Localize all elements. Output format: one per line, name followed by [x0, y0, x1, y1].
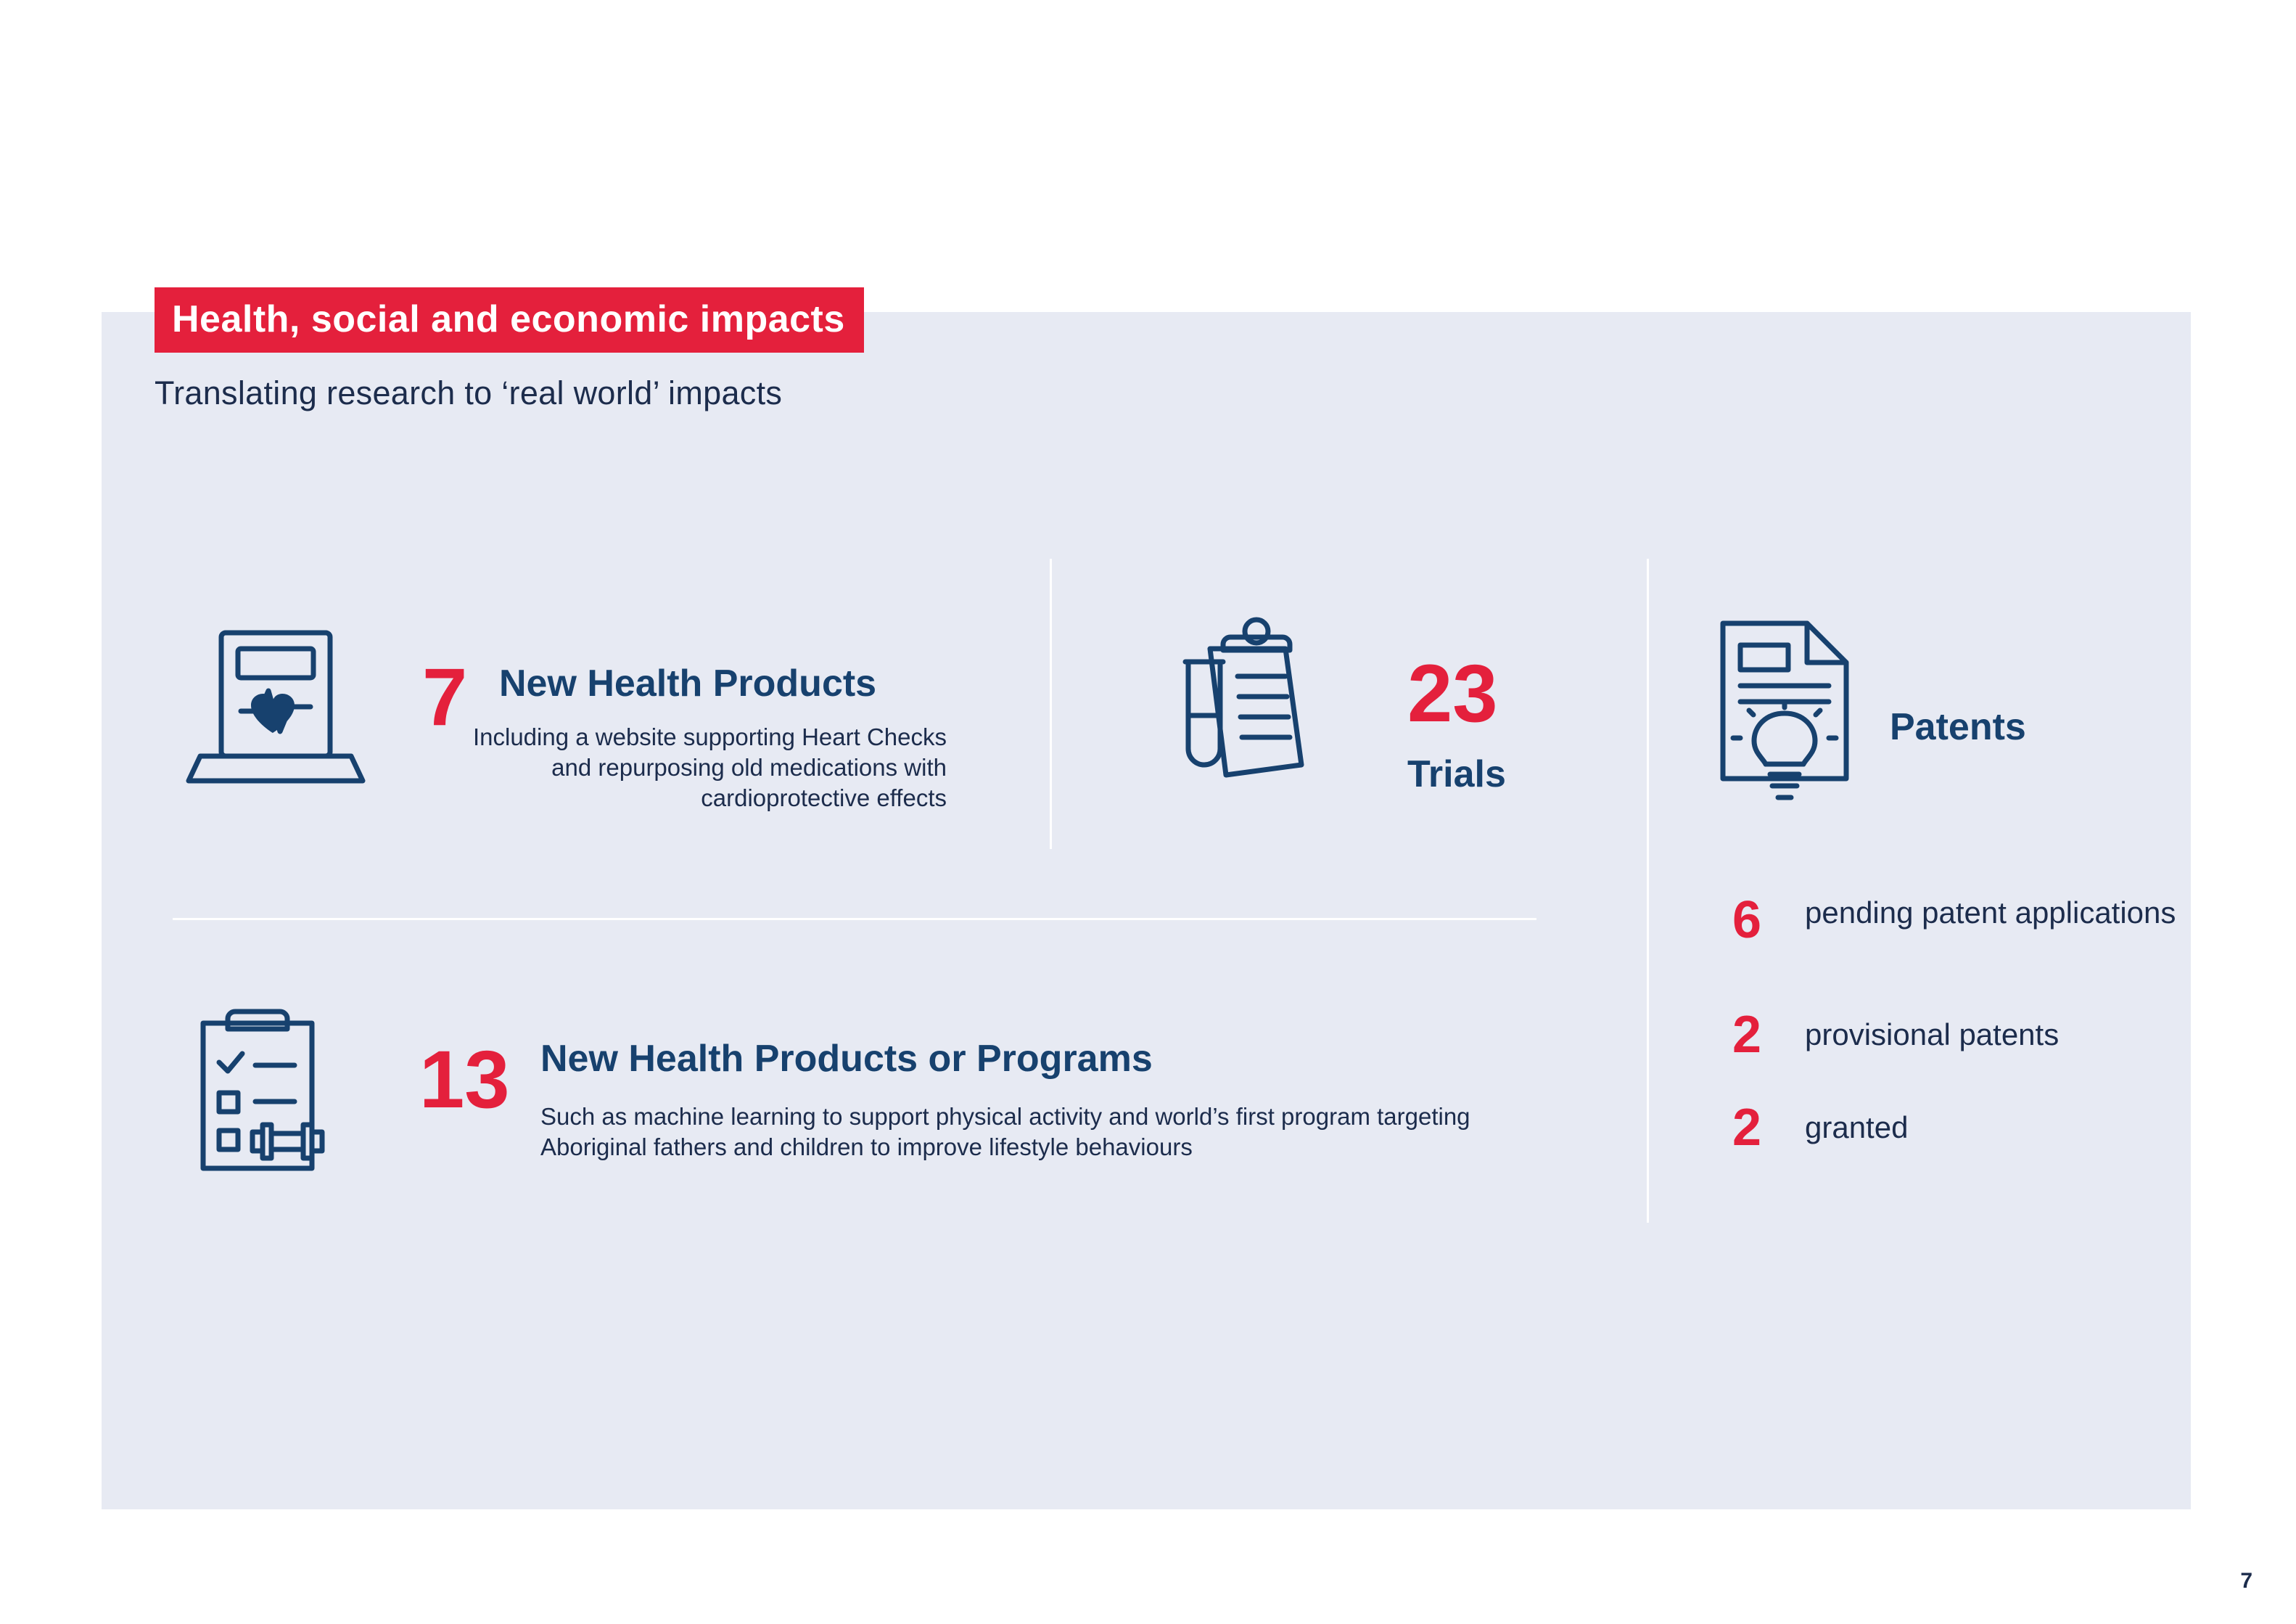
page-subtitle: Translating research to ‘real world’ impacts [155, 374, 783, 411]
health-products-body: Including a website supporting Heart Checks and repurposing old medications with cardioprotective effects [472, 723, 947, 812]
patent-item-label: provisional patents [1805, 1017, 2060, 1051]
clipboard-dumbbell-icon [181, 1001, 363, 1190]
clipboard-testtube-icon [1161, 617, 1342, 798]
products-programs-body: Such as machine learning to support physical activity and world’s first program targeting Aboriginal fathers and children to improve lifestyle behaviours [540, 1103, 1470, 1161]
trials-number: 23 [1407, 648, 1498, 739]
health-products-number: 7 [422, 652, 468, 742]
horizontal-divider [173, 918, 1536, 920]
vertical-divider-right [1647, 559, 1649, 1223]
health-products-heading: New Health Products [499, 663, 877, 705]
trials-heading: Trials [1407, 753, 1506, 795]
page-number: 7 [2240, 1569, 2252, 1593]
patent-item-number: 2 [1732, 1006, 1762, 1064]
patent-item-number: 6 [1732, 891, 1762, 949]
patent-item-label: pending patent applications [1805, 895, 2176, 930]
products-programs-heading: New Health Products or Programs [540, 1038, 1153, 1080]
patents-heading: Patents [1890, 706, 2026, 748]
vertical-divider-left [1050, 559, 1052, 849]
laptop-heartbeat-icon [181, 624, 370, 791]
products-programs-number: 13 [419, 1034, 510, 1125]
patent-item-number: 2 [1732, 1099, 1762, 1157]
patent-item-label: granted [1805, 1110, 1909, 1144]
page-title: Health, social and economic impacts [155, 287, 864, 353]
document-lightbulb-icon [1708, 613, 1861, 809]
